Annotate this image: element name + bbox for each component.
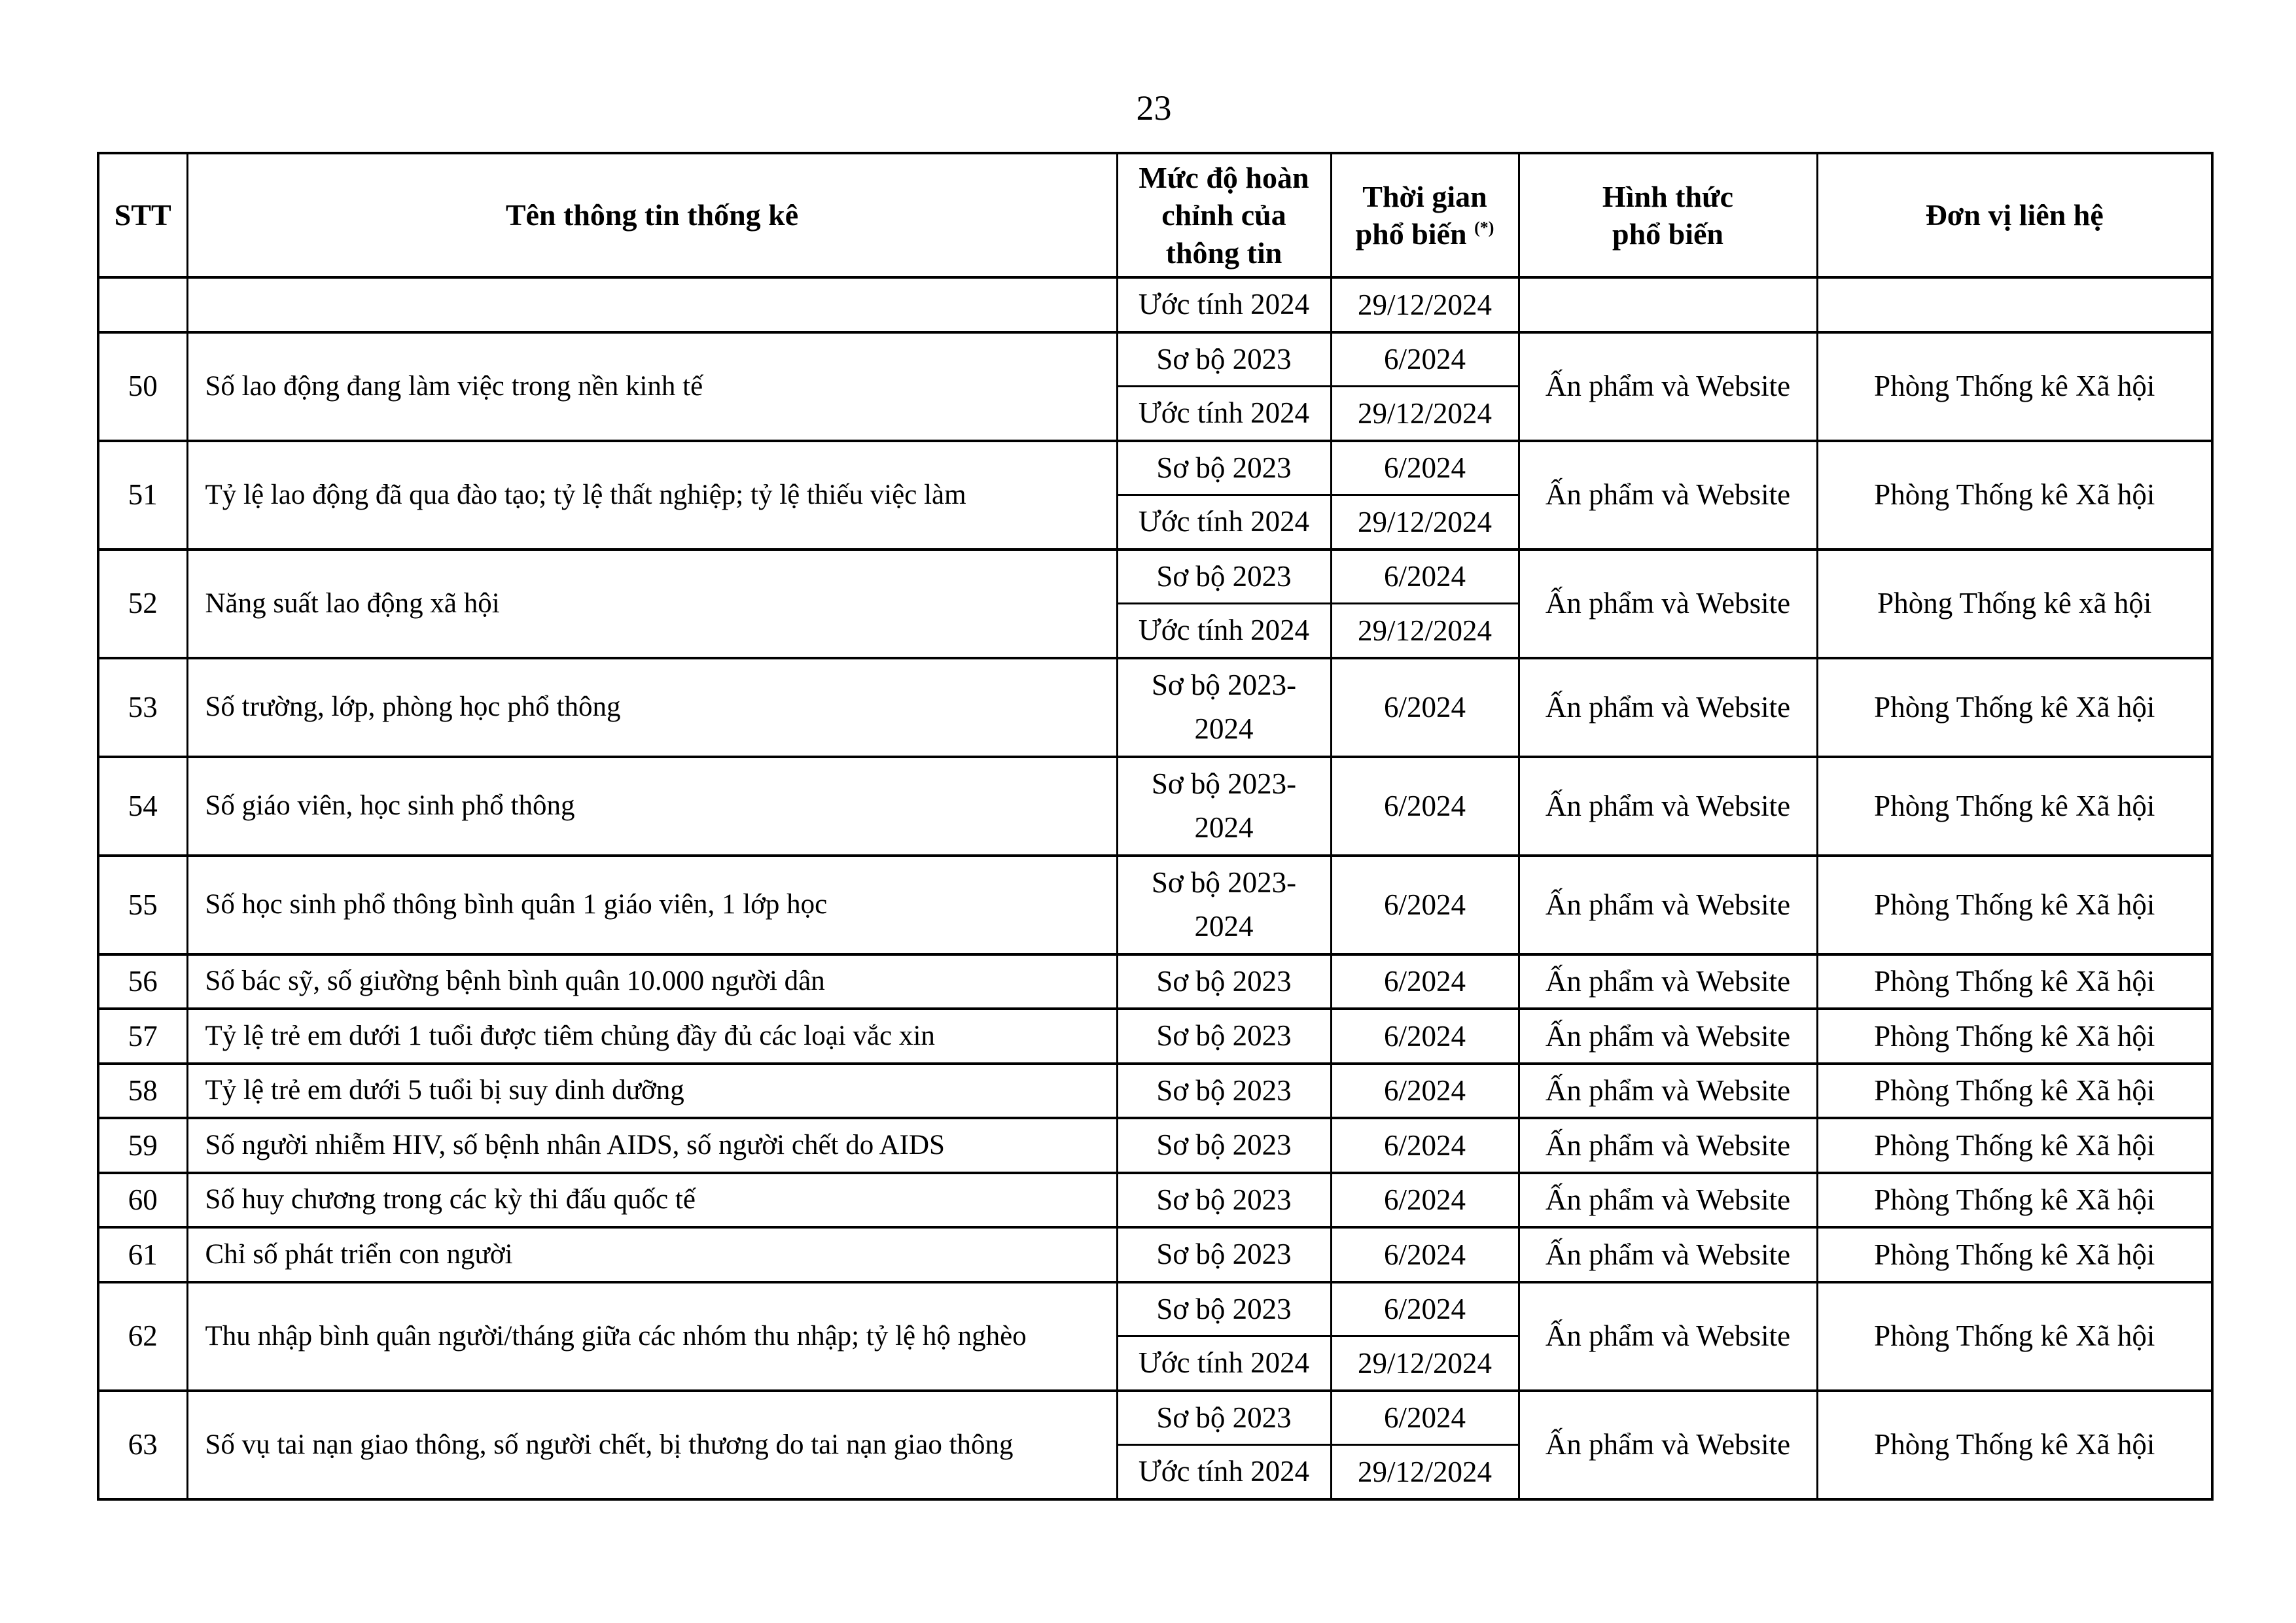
row-form: Ấn phẩm và Website [1519,1009,1817,1064]
continuation-form-empty [1519,277,1817,332]
row-time: 6/2024 [1331,332,1519,387]
row-time: 6/2024 [1331,550,1519,604]
row-completeness: Ước tính 2024 [1117,1445,1331,1499]
row-completeness: Ước tính 2024 [1117,604,1331,658]
row-time: 29/12/2024 [1331,1336,1519,1391]
row-time: 6/2024 [1331,1118,1519,1173]
row-unit: Phòng Thống kê xã hội [1817,550,2212,658]
header-name: Tên thông tin thống kê [187,153,1117,277]
table-row [98,550,2212,604]
row-completeness: Sơ bộ 2023 [1117,550,1331,604]
row-stt: 52 [98,550,187,658]
continuation-completeness: Ước tính 2024 [1117,277,1331,332]
row-time: 6/2024 [1331,1064,1519,1119]
table-row [98,1009,2212,1064]
row-form: Ấn phẩm và Website [1519,1282,1817,1391]
row-unit: Phòng Thống kê Xã hội [1817,441,2212,550]
row-completeness: Sơ bộ 2023 [1117,1227,1331,1282]
continuation-name-empty [187,277,1117,332]
row-stt: 55 [98,856,187,954]
row-unit: Phòng Thống kê Xã hội [1817,1064,2212,1119]
row-time: 29/12/2024 [1331,1445,1519,1499]
row-time: 6/2024 [1331,1173,1519,1228]
table-row [98,1227,2212,1282]
header-completeness: Mức độ hoàn chỉnh của thông tin [1117,153,1331,277]
row-form: Ấn phẩm và Website [1519,658,1817,757]
row-stt: 50 [98,332,187,441]
row-time: 6/2024 [1331,441,1519,495]
row-completeness: Sơ bộ 2023 [1117,1282,1331,1336]
row-time: 29/12/2024 [1331,387,1519,441]
row-completeness: Sơ bộ 2023 [1117,1391,1331,1445]
row-unit: Phòng Thống kê Xã hội [1817,1227,2212,1282]
continuation-time: 29/12/2024 [1331,277,1519,332]
table-row [98,856,2212,954]
row-name: Số người nhiễm HIV, số bệnh nhân AIDS, số người chết do AIDS [187,1118,1117,1173]
row-unit: Phòng Thống kê Xã hội [1817,954,2212,1009]
row-name: Năng suất lao động xã hội [187,550,1117,658]
row-stt: 53 [98,658,187,757]
row-time: 6/2024 [1331,1227,1519,1282]
row-form: Ấn phẩm và Website [1519,550,1817,658]
table-header-row [98,153,2212,277]
row-completeness: Sơ bộ 2023 [1117,1173,1331,1228]
header-stt: STT [98,153,187,277]
row-time: 6/2024 [1331,954,1519,1009]
table-row [98,954,2212,1009]
row-name: Số học sinh phổ thông bình quân 1 giáo viên, 1 lớp học [187,856,1117,954]
row-name: Số bác sỹ, số giường bệnh bình quân 10.000 người dân [187,954,1117,1009]
statistics-dissemination-table [97,152,2214,1501]
row-completeness: Sơ bộ 2023 [1117,441,1331,495]
row-form: Ấn phẩm và Website [1519,757,1817,856]
row-form: Ấn phẩm và Website [1519,441,1817,550]
row-time: 6/2024 [1331,1282,1519,1336]
row-unit: Phòng Thống kê Xã hội [1817,1009,2212,1064]
row-name: Số giáo viên, học sinh phổ thông [187,757,1117,856]
row-stt: 56 [98,954,187,1009]
header-form: Hình thức phổ biến [1519,153,1817,277]
row-name: Thu nhập bình quân người/tháng giữa các nhóm thu nhập; tỷ lệ hộ nghèo [187,1282,1117,1391]
continuation-row [98,277,2212,332]
row-completeness: Sơ bộ 2023 [1117,1064,1331,1119]
row-stt: 60 [98,1173,187,1228]
row-name: Số huy chương trong các kỳ thi đấu quốc tế [187,1173,1117,1228]
row-completeness: Ước tính 2024 [1117,1336,1331,1391]
row-form: Ấn phẩm và Website [1519,1064,1817,1119]
table-row [98,1064,2212,1119]
table-row [98,1173,2212,1228]
row-form: Ấn phẩm và Website [1519,1227,1817,1282]
row-stt: 59 [98,1118,187,1173]
row-form: Ấn phẩm và Website [1519,1118,1817,1173]
row-completeness: Sơ bộ 2023 [1117,1118,1331,1173]
row-name: Tỷ lệ trẻ em dưới 1 tuổi được tiêm chủng đầy đủ các loại vắc xin [187,1009,1117,1064]
row-stt: 62 [98,1282,187,1391]
row-form: Ấn phẩm và Website [1519,1391,1817,1499]
table-row [98,1391,2212,1445]
row-completeness: Sơ bộ 2023-2024 [1117,658,1331,757]
table-row [98,1282,2212,1336]
table-row [98,1118,2212,1173]
row-time: 6/2024 [1331,757,1519,856]
row-completeness: Sơ bộ 2023 [1117,954,1331,1009]
row-stt: 61 [98,1227,187,1282]
row-name: Tỷ lệ trẻ em dưới 5 tuổi bị suy dinh dưỡng [187,1064,1117,1119]
header-time-footnote-mark: (*) [1474,218,1494,237]
continuation-stt-empty [98,277,187,332]
row-unit: Phòng Thống kê Xã hội [1817,757,2212,856]
row-time: 6/2024 [1331,658,1519,757]
header-unit: Đơn vị liên hệ [1817,153,2212,277]
row-completeness: Ước tính 2024 [1117,495,1331,550]
row-time: 6/2024 [1331,856,1519,954]
row-unit: Phòng Thống kê Xã hội [1817,1391,2212,1499]
table-row [98,658,2212,757]
row-completeness: Sơ bộ 2023-2024 [1117,856,1331,954]
row-unit: Phòng Thống kê Xã hội [1817,658,2212,757]
row-time: 6/2024 [1331,1009,1519,1064]
row-name: Số lao động đang làm việc trong nền kinh tế [187,332,1117,441]
row-unit: Phòng Thống kê Xã hội [1817,1173,2212,1228]
row-time: 29/12/2024 [1331,604,1519,658]
table-row [98,441,2212,495]
table-row [98,332,2212,387]
row-time: 6/2024 [1331,1391,1519,1445]
row-completeness: Sơ bộ 2023-2024 [1117,757,1331,856]
header-time [1331,153,1519,277]
row-name: Chỉ số phát triển con người [187,1227,1117,1282]
page-number: 23 [1136,88,1172,128]
row-form: Ấn phẩm và Website [1519,332,1817,441]
row-stt: 51 [98,441,187,550]
row-completeness: Ước tính 2024 [1117,387,1331,441]
row-stt: 54 [98,757,187,856]
row-stt: 58 [98,1064,187,1119]
table-row [98,757,2212,856]
row-unit: Phòng Thống kê Xã hội [1817,856,2212,954]
row-unit: Phòng Thống kê Xã hội [1817,1282,2212,1391]
row-name: Tỷ lệ lao động đã qua đào tạo; tỷ lệ thất nghiệp; tỷ lệ thiếu việc làm [187,441,1117,550]
row-stt: 63 [98,1391,187,1499]
row-form: Ấn phẩm và Website [1519,954,1817,1009]
row-form: Ấn phẩm và Website [1519,1173,1817,1228]
row-name: Số trường, lớp, phòng học phổ thông [187,658,1117,757]
header-time-label: Thời gian phổ biến [1355,179,1487,251]
row-stt: 57 [98,1009,187,1064]
continuation-unit-empty [1817,277,2212,332]
row-completeness: Sơ bộ 2023 [1117,332,1331,387]
row-form: Ấn phẩm và Website [1519,856,1817,954]
row-unit: Phòng Thống kê Xã hội [1817,332,2212,441]
row-name: Số vụ tai nạn giao thông, số người chết, bị thương do tai nạn giao thông [187,1391,1117,1499]
row-completeness: Sơ bộ 2023 [1117,1009,1331,1064]
row-unit: Phòng Thống kê Xã hội [1817,1118,2212,1173]
row-time: 29/12/2024 [1331,495,1519,550]
